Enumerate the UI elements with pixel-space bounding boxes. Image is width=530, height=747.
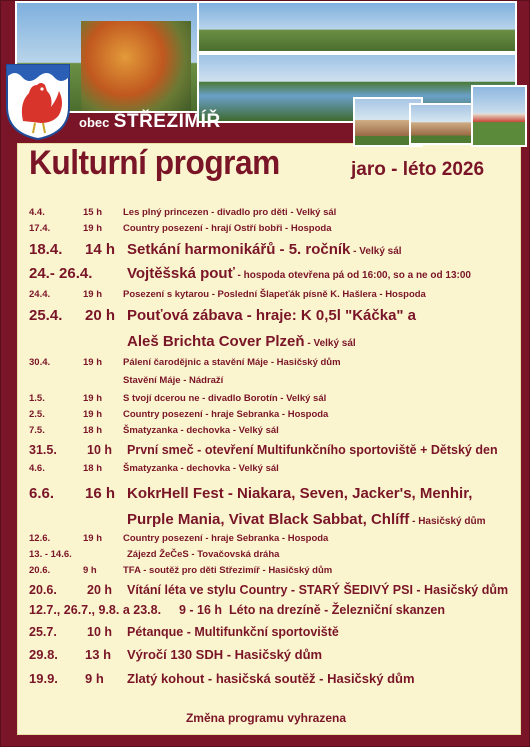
event-title xyxy=(127,485,472,502)
event-text: Zájezd ŽeČeS - Tovačovská dráha xyxy=(127,549,280,560)
event-row xyxy=(29,583,521,601)
footer-note: Změna programu vyhrazena xyxy=(185,711,347,725)
event-title xyxy=(127,443,498,457)
event-date: 29.8. xyxy=(29,647,58,662)
event-text: Country posezení - hraje Sebranka - Hospoda xyxy=(123,409,329,420)
village-prefix: obec xyxy=(79,115,110,130)
event-venue: - hospoda otevřena pá od 16:00, so a ne od 13:00 xyxy=(234,270,471,281)
event-venue: - Hasičský dům xyxy=(409,516,486,527)
event-hour: 16 h xyxy=(85,485,116,502)
event-row xyxy=(29,333,521,355)
event-row xyxy=(29,463,521,479)
event-date: 17.4. xyxy=(29,223,51,234)
event-date: 1.5. xyxy=(29,393,45,404)
event-hour: 9 - 16 h xyxy=(179,603,223,617)
village-name: STŘEZIMÍŘ xyxy=(113,111,221,132)
event-text: Purple Mania, Vivat Black Sabbat, Chlíff xyxy=(127,511,410,528)
event-hour: 9 h xyxy=(83,565,97,576)
event-row xyxy=(29,533,521,549)
event-text: Vítání léta ve stylu Country - STARÝ ŠEDIVÝ PSI - Hasičský dům xyxy=(127,583,509,597)
event-venue: - Velký sál xyxy=(350,246,402,257)
event-text: Šmatyzanka - dechovka - Velký sál xyxy=(123,425,279,436)
event-text: Léto na drezíně - Železniční skanzen xyxy=(229,603,446,617)
event-title xyxy=(123,409,328,420)
event-title xyxy=(123,375,223,386)
event-date: 6.6. xyxy=(29,485,55,502)
event-title xyxy=(123,425,279,436)
event-date: 4.6. xyxy=(29,463,45,474)
event-text: Setkání harmonikářů - 5. ročník xyxy=(127,241,351,258)
event-hour: 14 h xyxy=(85,241,116,258)
event-date: 12.6. xyxy=(29,533,51,544)
event-text: S tvojí dcerou ne - divadlo Borotín - Velký sál xyxy=(123,393,327,404)
event-title xyxy=(123,393,326,404)
event-text: Zlatý kohout - hasičská soutěž - Hasičský dům xyxy=(127,671,415,686)
event-date: 20.6. xyxy=(29,583,57,597)
event-text: TFA - soutěž pro děti Střezimíř - Hasičský dům xyxy=(123,565,333,576)
event-text: Pálení čarodějnic a stavění Máje - Hasičský dům xyxy=(123,357,341,368)
event-date: 19.9. xyxy=(29,671,58,686)
event-hour: 13 h xyxy=(85,647,112,662)
event-hour: 18 h xyxy=(83,425,103,436)
event-date: 2.5. xyxy=(29,409,45,420)
event-row xyxy=(29,223,521,239)
event-row xyxy=(29,443,521,461)
event-row xyxy=(29,307,521,329)
event-row xyxy=(29,375,521,391)
event-hour: 9 h xyxy=(85,671,104,686)
event-venue: - Velký sál xyxy=(304,338,356,349)
event-date: 4.4. xyxy=(29,207,45,218)
event-date: 25.4. xyxy=(29,307,63,324)
event-title xyxy=(123,565,332,576)
event-row xyxy=(29,241,521,263)
event-row xyxy=(29,625,521,643)
event-list xyxy=(29,199,521,699)
event-title xyxy=(127,625,339,639)
event-title xyxy=(229,603,445,617)
photo-cottage xyxy=(409,103,477,145)
event-text: Les plný princezen - divadlo pro děti - Velký sál xyxy=(123,207,337,218)
event-title xyxy=(123,463,279,474)
event-hour: 19 h xyxy=(83,409,103,420)
event-title xyxy=(123,357,341,368)
event-row xyxy=(29,603,521,621)
event-hour: 20 h xyxy=(85,307,116,324)
event-text: Vojtěšská pouť xyxy=(127,265,235,282)
event-text: Country posezení - hraje Sebranka - Hospoda xyxy=(123,533,329,544)
event-hour: 15 h xyxy=(83,207,103,218)
event-row xyxy=(29,357,521,373)
event-hour: 18 h xyxy=(83,463,103,474)
event-row xyxy=(29,549,521,565)
event-text: Aleš Brichta Cover Plzeň xyxy=(127,333,305,350)
event-date: 24.4. xyxy=(29,289,51,300)
event-text: KokrHell Fest - Niakara, Seven, Jacker's, Menhir, xyxy=(127,485,473,502)
event-hour: 20 h xyxy=(87,583,113,597)
event-title xyxy=(127,333,356,350)
photo-meadow xyxy=(197,1,517,53)
event-title xyxy=(127,307,416,324)
event-text: Stavění Máje - Nádraží xyxy=(123,375,224,386)
event-hour: 19 h xyxy=(83,289,103,300)
event-title xyxy=(127,241,402,258)
event-text: Pétanque - Multifunkční sportoviště xyxy=(127,625,339,639)
event-title xyxy=(127,671,415,686)
event-text: První smeč - otevření Multifunkčního sportoviště + Dětský den xyxy=(127,443,498,457)
event-row xyxy=(29,485,521,507)
event-hour: 10 h xyxy=(87,443,113,457)
event-row xyxy=(29,565,521,581)
event-title xyxy=(127,647,322,662)
event-title xyxy=(123,533,328,544)
event-hour: 19 h xyxy=(83,223,103,234)
event-text: Country posezení - hrají Ostří bobři - Hospoda xyxy=(123,223,332,234)
event-date: 20.6. xyxy=(29,565,51,576)
event-date: 13. - 14.6. xyxy=(29,549,72,560)
event-title xyxy=(123,223,332,234)
photo-autumn-tree xyxy=(81,21,191,111)
event-date: 7.5. xyxy=(29,425,45,436)
event-title xyxy=(127,549,279,560)
event-date: 25.7. xyxy=(29,625,57,639)
event-date: 24.- 26.4. xyxy=(29,265,93,282)
event-row xyxy=(29,671,521,691)
event-hour: 19 h xyxy=(83,357,103,368)
event-date: 12.7., 26.7., 9.8. a 23.8. xyxy=(29,603,162,617)
event-title xyxy=(123,289,426,300)
event-row xyxy=(29,265,521,287)
event-text: Posezení s kytarou - Poslední Šlapeťák písně K. Hašlera - Hospoda xyxy=(123,289,426,300)
event-title xyxy=(123,207,336,218)
event-date: 31.5. xyxy=(29,443,57,457)
event-title xyxy=(127,511,485,528)
event-row xyxy=(29,511,521,533)
event-row xyxy=(29,409,521,425)
event-hour: 10 h xyxy=(87,625,113,639)
event-text: Výročí 130 SDH - Hasičský dům xyxy=(127,647,323,662)
event-text: Šmatyzanka - dechovka - Velký sál xyxy=(123,463,279,474)
event-row xyxy=(29,207,521,223)
event-title xyxy=(127,583,508,597)
event-row xyxy=(29,647,521,667)
event-date: 18.4. xyxy=(29,241,63,258)
event-title xyxy=(127,265,471,282)
photo-header xyxy=(1,1,530,147)
event-text: Pouťová zábava - hraje: K 0,5l "Káčka" a xyxy=(127,307,417,324)
event-hour: 19 h xyxy=(83,393,103,404)
event-row xyxy=(29,425,521,441)
village-label xyxy=(79,111,221,133)
event-row xyxy=(29,393,521,409)
photo-chapel xyxy=(471,85,527,147)
page-title: Kulturní program xyxy=(29,144,280,182)
rooster-coat-of-arms-icon xyxy=(5,63,71,141)
event-hour: 19 h xyxy=(83,533,103,544)
season-subtitle: jaro - léto 2026 xyxy=(351,159,485,180)
event-date: 30.4. xyxy=(29,357,51,368)
event-row xyxy=(29,289,521,305)
